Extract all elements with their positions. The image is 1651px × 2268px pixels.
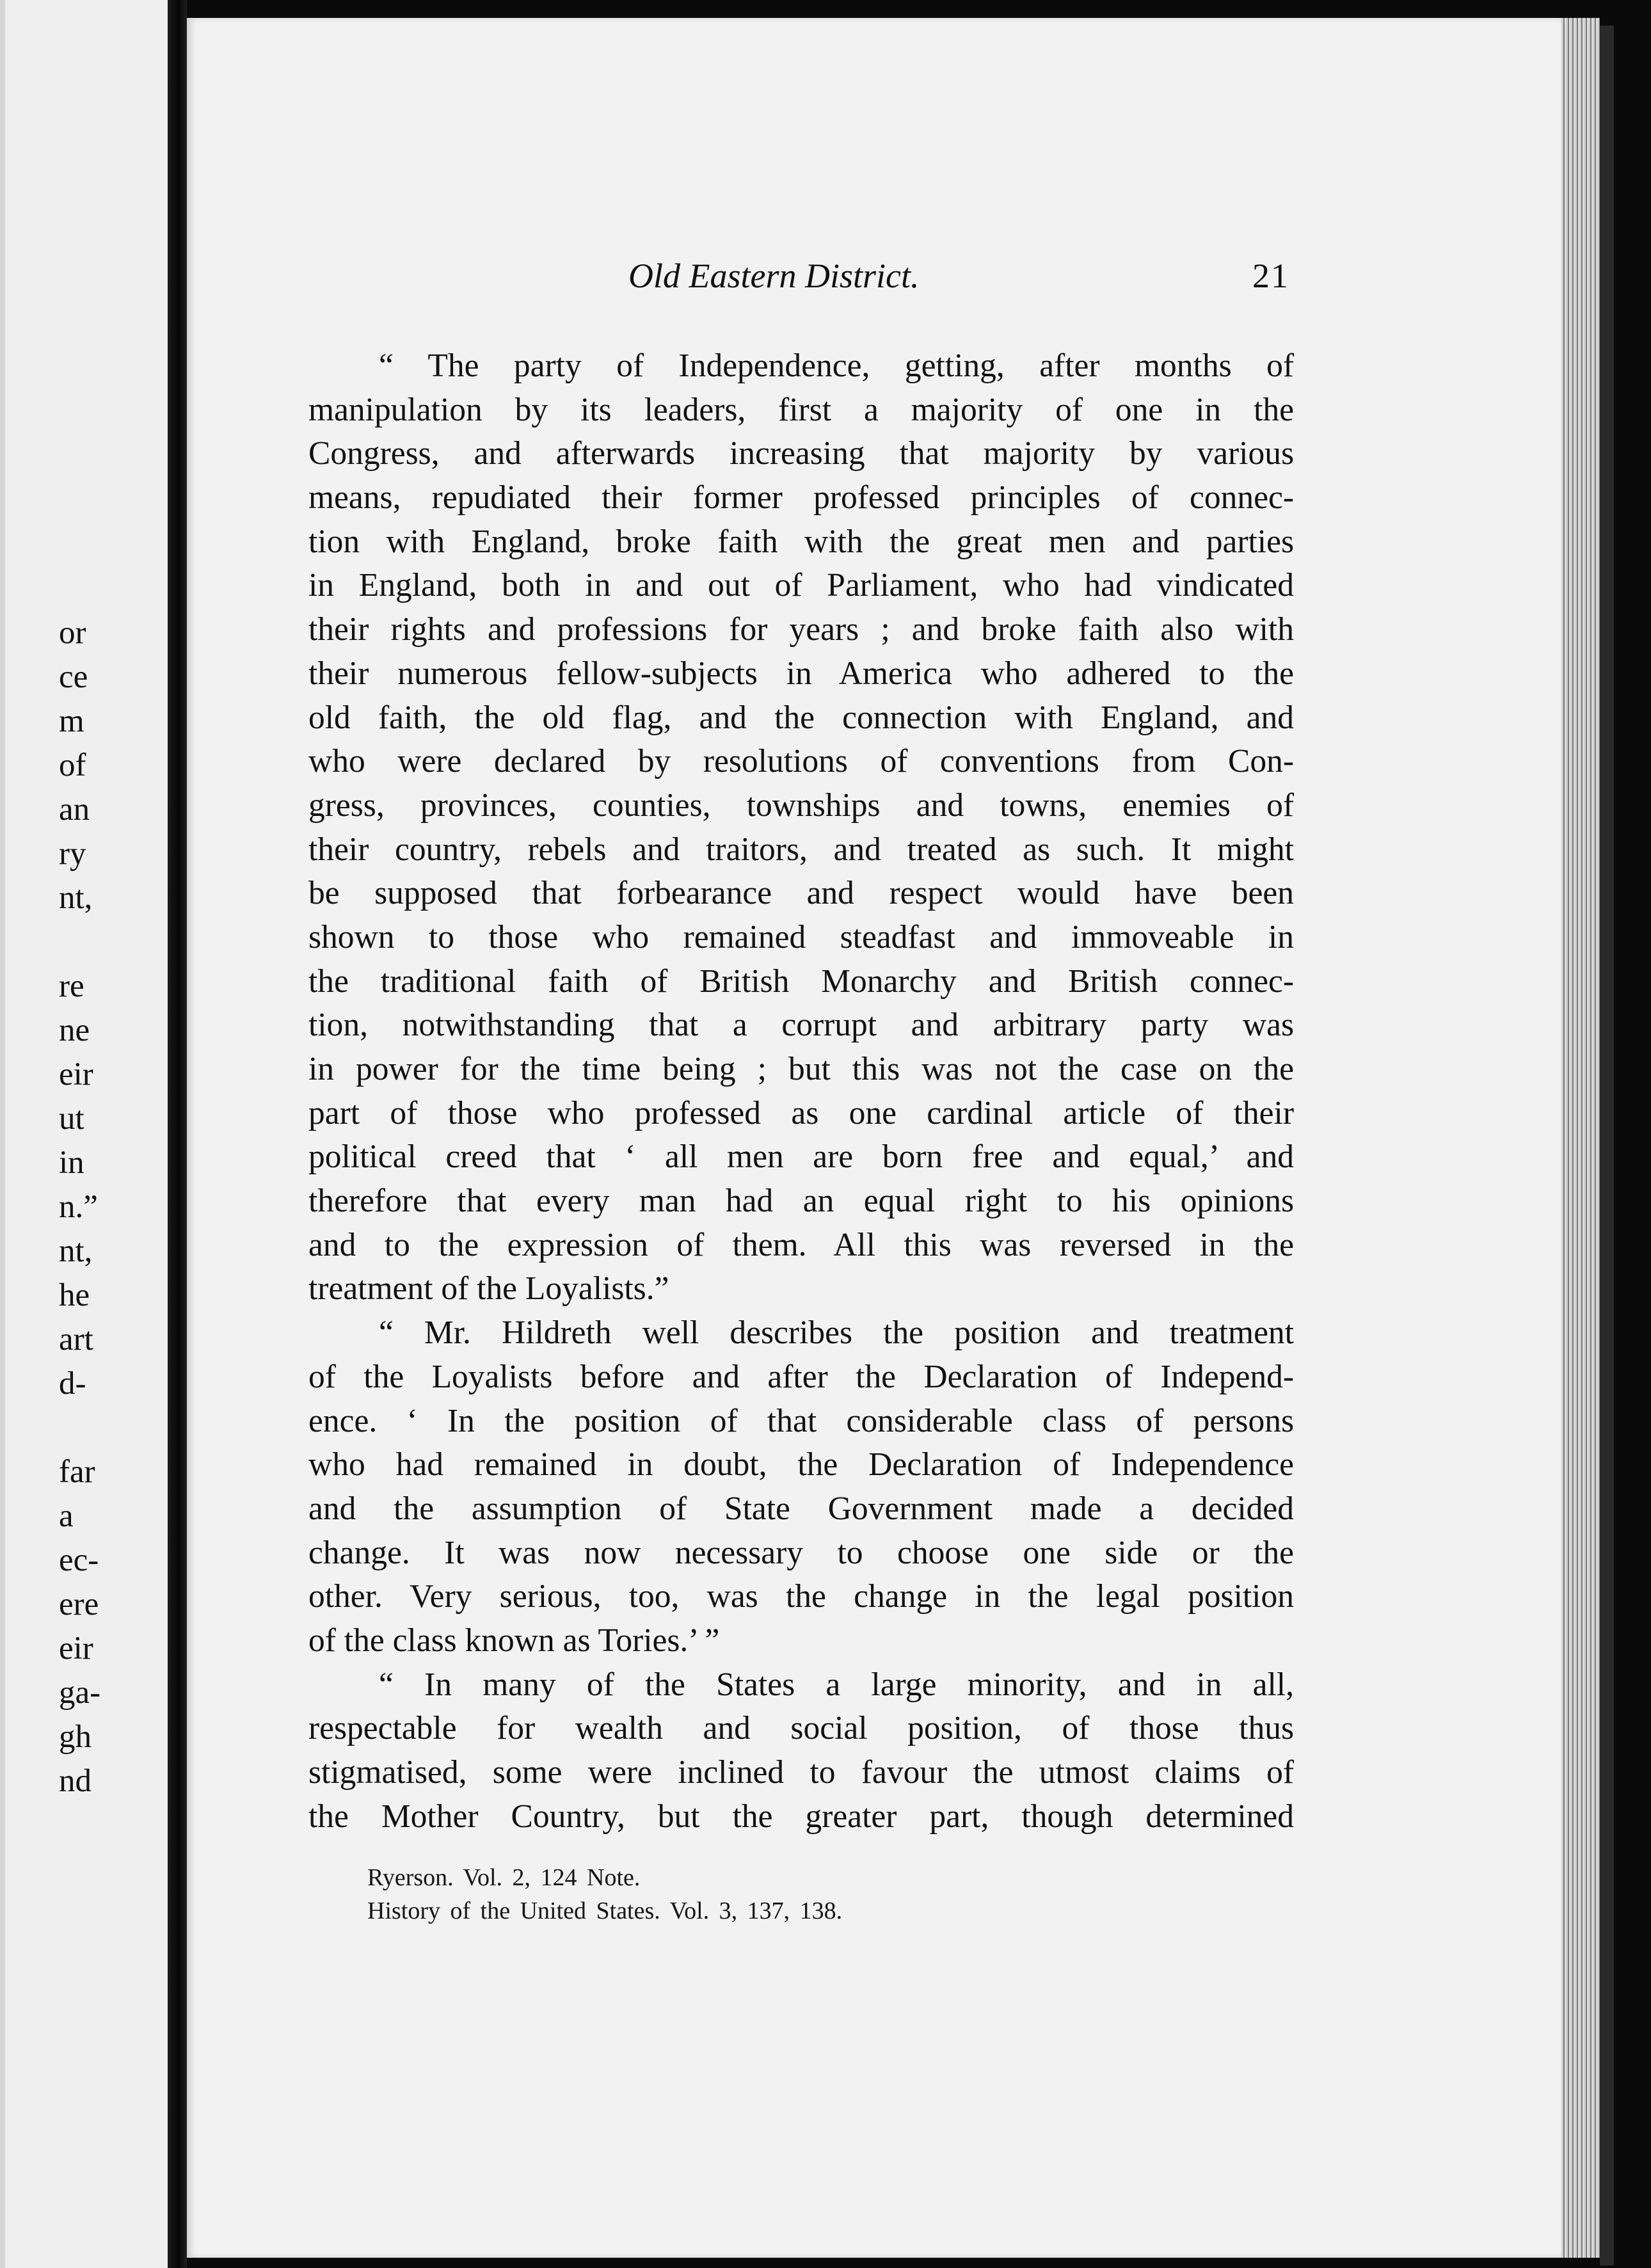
book-page [187, 18, 1561, 2258]
text-line: respectable for wealth and social position, of those thus [308, 1710, 1294, 1747]
facing-page-fragment-line: eir [59, 1631, 93, 1666]
text-line: tion, notwithstanding that a corrupt and arbitrary party was [308, 1007, 1294, 1044]
running-head [187, 256, 1561, 301]
book-gutter [168, 0, 187, 2268]
text-line: ence. ‘ In the position of that considerable class of persons [308, 1402, 1294, 1439]
page-edges [1561, 18, 1600, 2258]
text-line: and the assumption of State Government made a decided [308, 1490, 1294, 1527]
text-line: change. It was now necessary to choose one side or the [308, 1534, 1294, 1571]
facing-page-fragment-line [59, 920, 168, 964]
facing-page-fragment-line: of [59, 747, 86, 783]
text-line: “ In many of the States a large minority, and in all, [379, 1666, 1294, 1703]
text-line: old faith, the old flag, and the connection with England, and [308, 699, 1294, 736]
facing-page-fragment-line: nd [59, 1763, 92, 1799]
text-line: political creed that ‘ all men are born free and equal,’ and [308, 1138, 1294, 1176]
footnote: History of the United States. Vol. 3, 137, 138. [367, 1897, 843, 1924]
text-line: of the class known as Tories.’ ” [308, 1622, 720, 1659]
facing-page-fragment-line: ce [59, 659, 88, 695]
text-line: and to the expression of them. All this was reversed in the [308, 1226, 1294, 1263]
facing-page-fragment-line: far [59, 1454, 95, 1490]
body-text [308, 344, 1294, 1839]
text-line: therefore that every man had an equal right to his opinions [308, 1183, 1294, 1220]
text-line: of the Loyalists before and after the Declaration of Independ- [308, 1358, 1294, 1395]
facing-page-fragment-line: an [59, 792, 90, 827]
text-line: their country, rebels and traitors, and treated as such. It might [308, 831, 1294, 868]
facing-page-fragment-line: he [59, 1277, 90, 1313]
text-line: manipulation by its leaders, first a majority of one in the [308, 391, 1294, 428]
text-line: means, repudiated their former professed principles of connec- [308, 479, 1294, 516]
facing-page-fragment-line: eir [59, 1057, 93, 1092]
facing-page-fragment-line: art [59, 1322, 93, 1357]
text-line: their numerous fellow-subjects in America who adhered to the [308, 655, 1294, 692]
text-line: be supposed that forbearance and respect would have been [308, 875, 1294, 912]
facing-page-fragment-line: nt, [59, 1233, 93, 1269]
text-line: their rights and professions for years ; and broke faith also with [308, 611, 1294, 648]
text-line: the Mother Country, but the greater part, though determined [308, 1798, 1294, 1835]
facing-page-fragment-line: or [59, 615, 86, 651]
facing-page-fragment-line: re [59, 968, 84, 1004]
facing-page-fragment-line: ut [59, 1101, 84, 1137]
text-line: in England, both in and out of Parliament, who had vindicated [308, 567, 1294, 604]
facing-page-fragment-line: nt, [59, 880, 93, 916]
text-line: in power for the time being ; but this was not the case on the [308, 1051, 1294, 1087]
footnotes [367, 1861, 1263, 1928]
cover-board-edge [1600, 26, 1614, 2265]
text-line: part of those who professed as one cardinal article of their [308, 1094, 1294, 1131]
facing-page-fragment-line: ga- [59, 1675, 101, 1711]
page-number: 21 [1252, 257, 1289, 295]
facing-page-fragment-line: ne [59, 1012, 90, 1048]
text-line: who had remained in doubt, the Declaration of Independence [308, 1446, 1294, 1483]
facing-page-fragment-line: ec- [59, 1542, 99, 1578]
text-line: other. Very serious, too, was the change in the legal position [308, 1578, 1294, 1615]
text-line: “ The party of Independence, getting, after months of [379, 347, 1294, 384]
text-line: treatment of the Loyalists.” [308, 1270, 669, 1307]
text-line: “ Mr. Hildreth well describes the position and treatment [379, 1314, 1294, 1352]
facing-page-fragment-line: d- [59, 1366, 86, 1402]
facing-page-fragment-line: n.” [59, 1189, 98, 1225]
text-line: Congress, and afterwards increasing that majority by various [308, 435, 1294, 472]
facing-page-fragment-line: m [59, 703, 84, 739]
footnote: Ryerson. Vol. 2, 124 Note. [367, 1864, 641, 1891]
text-line: stigmatised, some were inclined to favour the utmost claims of [308, 1754, 1294, 1791]
facing-page-fragment-line [59, 1406, 168, 1450]
text-line: gress, provinces, counties, townships and towns, enemies of [308, 787, 1294, 824]
facing-page-text-fragments [59, 611, 168, 1803]
running-title: Old Eastern District. [628, 257, 920, 295]
facing-page-fragment-line: a [59, 1498, 74, 1534]
facing-page-fragment-line: ry [59, 836, 86, 872]
text-line: tion with England, broke faith with the great men and parties [308, 523, 1294, 560]
facing-page-fragment-line: ere [59, 1586, 99, 1622]
facing-page-fragment-line: gh [59, 1719, 92, 1755]
facing-page-fragment-line: in [59, 1145, 84, 1181]
page-edge-shadow [0, 0, 5, 2268]
text-line: shown to those who remained steadfast and immoveable in [308, 918, 1294, 955]
facing-page-fragment [0, 0, 168, 2268]
text-line: the traditional faith of British Monarchy and British connec- [308, 962, 1294, 1000]
text-line: who were declared by resolutions of conventions from Con- [308, 743, 1294, 780]
